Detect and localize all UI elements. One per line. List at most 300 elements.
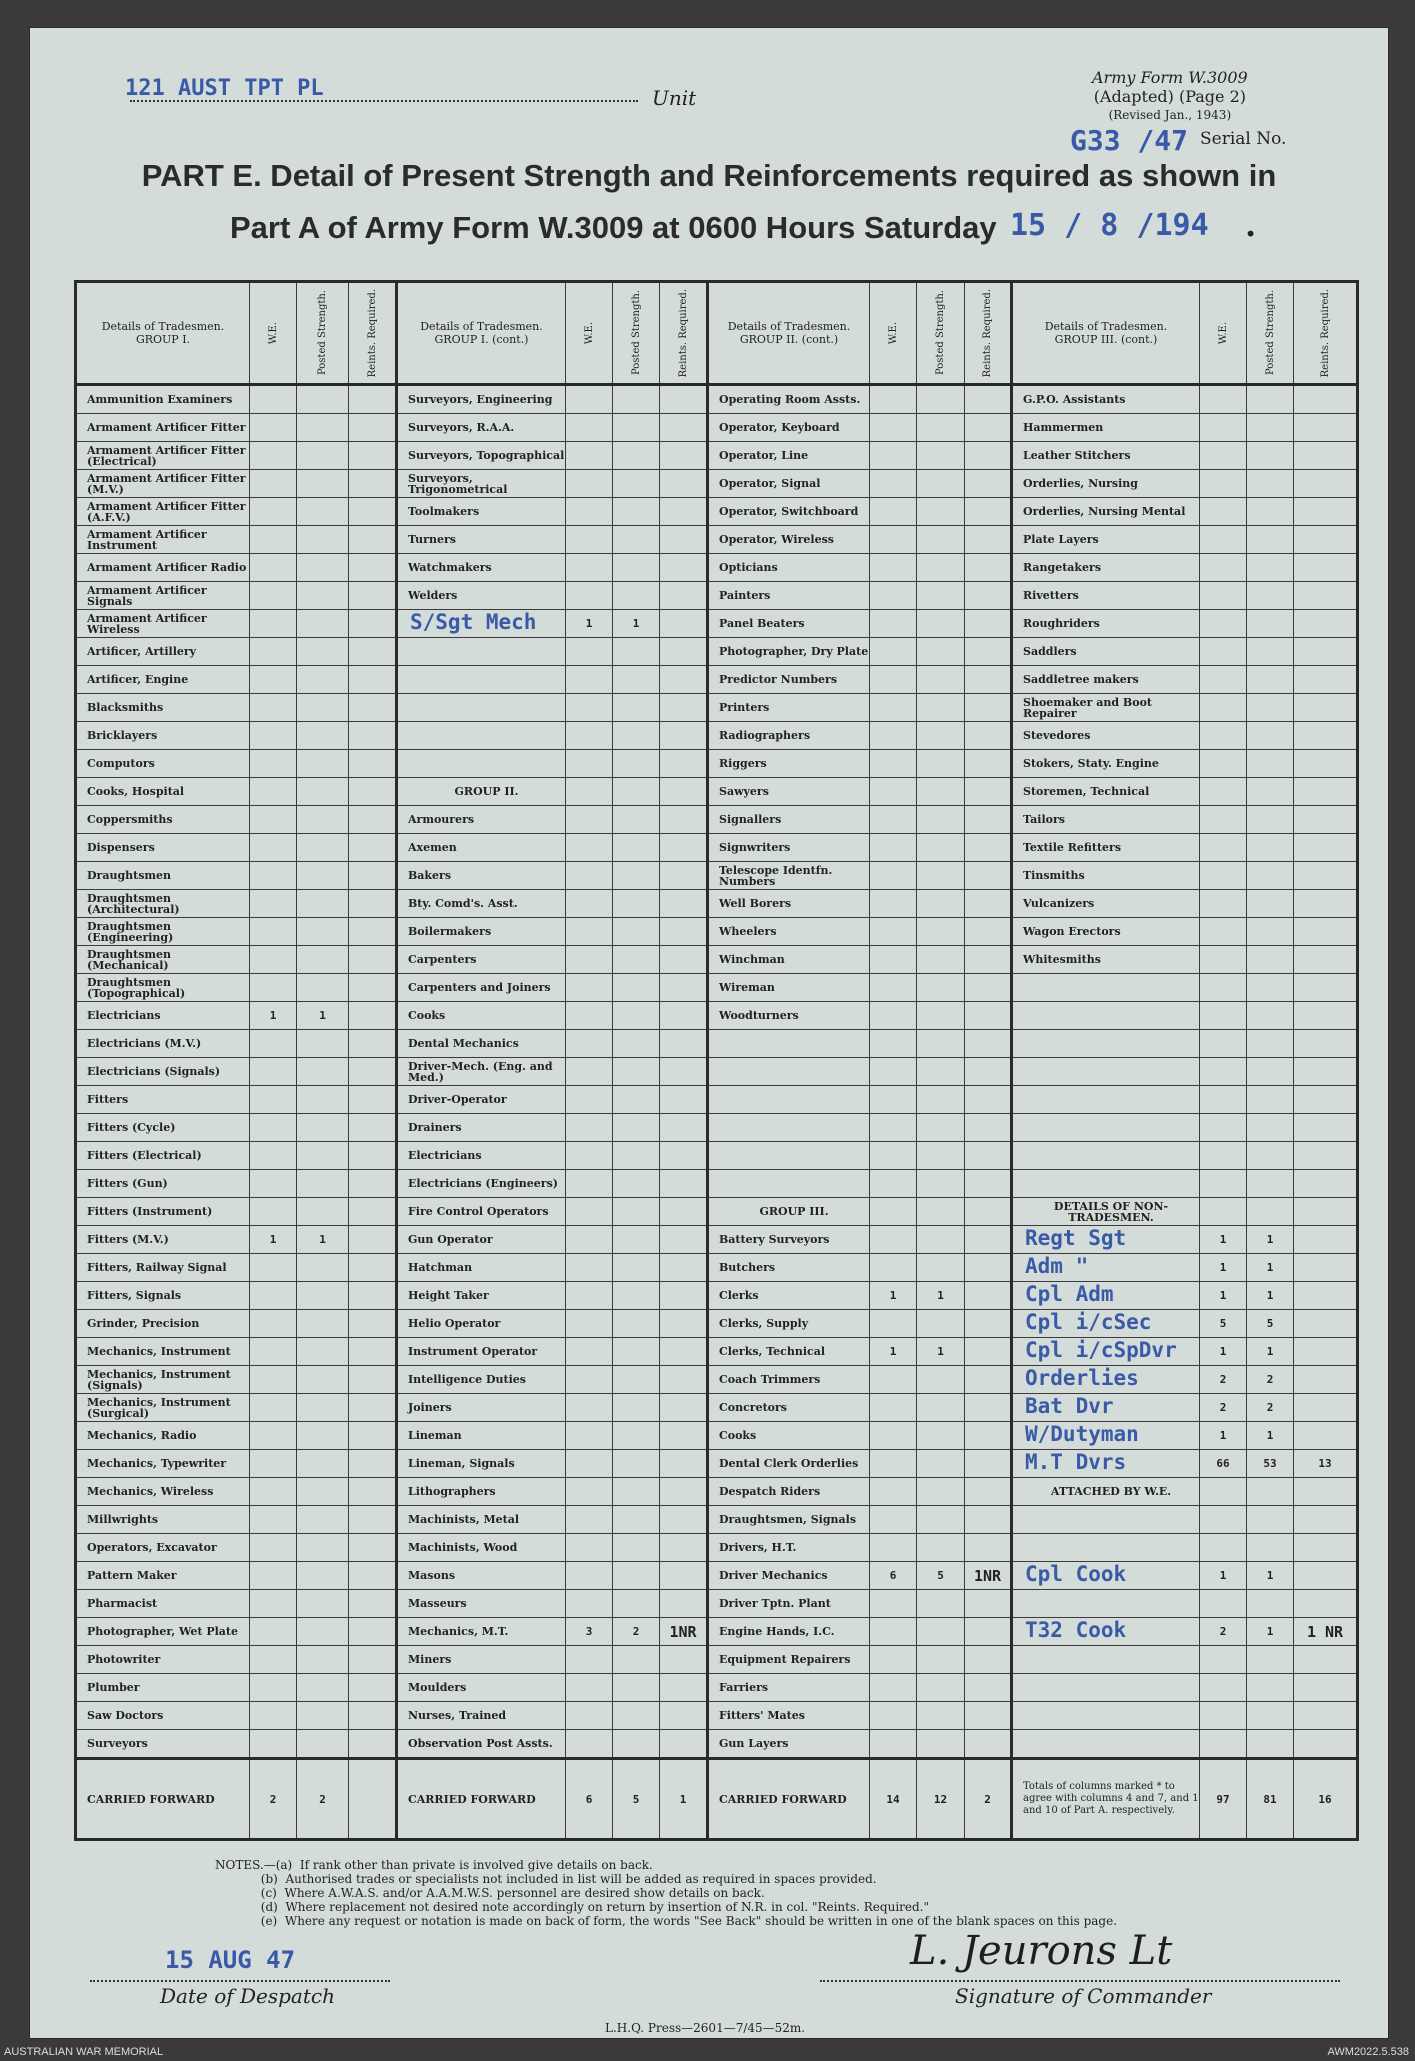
- reints-cell: [965, 470, 1012, 498]
- trade-name-cell: [708, 1450, 870, 1478]
- table-row: [76, 1086, 1358, 1114]
- we-label: W.E.: [583, 321, 595, 345]
- trade-name-cell: [76, 862, 250, 890]
- trade-name-cell: [708, 750, 870, 778]
- we-cell: [250, 1394, 297, 1422]
- table-row: [76, 1702, 1358, 1730]
- we-cell: [250, 694, 297, 722]
- trade-name-cell: [397, 862, 566, 890]
- trade-name-cell: [708, 834, 870, 862]
- trade-name: Plate Layers: [1023, 533, 1099, 546]
- we-cell: [250, 834, 297, 862]
- trade-name: GROUP II.: [454, 785, 519, 798]
- reints-cell: [660, 610, 708, 638]
- table-row: [76, 1142, 1358, 1170]
- posted-cell: [613, 1310, 660, 1338]
- trade-name: Well Borers: [719, 897, 792, 910]
- reints-cell: [965, 1030, 1012, 1058]
- table-row: [76, 470, 1358, 498]
- trade-name: Carpenters: [408, 953, 477, 966]
- form-identifier: [1092, 68, 1248, 125]
- posted-cell: [297, 1590, 349, 1618]
- posted-cell: [613, 890, 660, 918]
- posted-cell: [297, 862, 349, 890]
- trade-name-cell: [1012, 1114, 1200, 1142]
- trade-name-cell: [708, 1170, 870, 1198]
- trade-name: Nurses, Trained: [408, 1709, 507, 1722]
- posted-cell: [1247, 750, 1294, 778]
- posted-cell: [613, 1058, 660, 1086]
- we-cell: [250, 1506, 297, 1534]
- trade-name: Shoemaker and Boot Repairer: [1023, 695, 1152, 720]
- we-cell: 1: [1200, 1338, 1247, 1366]
- posted-cell: [1247, 554, 1294, 582]
- trade-name-cell: [397, 610, 566, 638]
- trade-name: Helio Operator: [408, 1317, 501, 1330]
- we-cell: [870, 1114, 917, 1142]
- table-row: [76, 778, 1358, 806]
- we-cell: [870, 1506, 917, 1534]
- posted-cell: [297, 442, 349, 470]
- trade-name-cell: [708, 946, 870, 974]
- posted-cell: [297, 1730, 349, 1759]
- posted-cell: [917, 974, 965, 1002]
- reints-cell: [1294, 414, 1358, 442]
- reints-cell: [660, 974, 708, 1002]
- trade-name: Signallers: [719, 813, 782, 826]
- reints-cell: [349, 890, 397, 918]
- we-cell: [566, 1730, 613, 1759]
- reints-cell: [1294, 806, 1358, 834]
- posted-cell: [297, 526, 349, 554]
- posted-cell: [917, 1618, 965, 1646]
- posted-cell: 2: [1247, 1366, 1294, 1394]
- we-cell: [566, 1450, 613, 1478]
- trade-name: Riggers: [719, 757, 767, 770]
- reints-cell: [1294, 498, 1358, 526]
- posted-cell: [917, 862, 965, 890]
- trade-name-cell: [76, 918, 250, 946]
- reints-cell: [965, 918, 1012, 946]
- we-cell: [870, 834, 917, 862]
- posted-cell: [297, 1394, 349, 1422]
- we-cell: [566, 974, 613, 1002]
- trade-name-cell: [397, 470, 566, 498]
- we-cell: [250, 666, 297, 694]
- reints-cell: [1294, 918, 1358, 946]
- reints-cell: [965, 1618, 1012, 1646]
- trade-name-cell: [397, 1086, 566, 1114]
- reints-cell: [965, 1478, 1012, 1506]
- trade-name: M.T Dvrs: [1025, 1449, 1127, 1474]
- trade-name: Saddletree makers: [1023, 673, 1139, 686]
- trade-name: Photowriter: [87, 1653, 161, 1666]
- posted-cell: [613, 666, 660, 694]
- we-cell: [1200, 778, 1247, 806]
- group2c-header: [708, 282, 870, 385]
- reints-cell: [349, 1002, 397, 1030]
- posted-cell: [613, 1562, 660, 1590]
- reints-cell: [965, 1170, 1012, 1198]
- posted-cell: [917, 385, 965, 414]
- reints-cell: [965, 1114, 1012, 1142]
- trade-name-cell: [708, 1226, 870, 1254]
- trade-name: Rangetakers: [1023, 561, 1102, 574]
- posted-cell: [297, 1338, 349, 1366]
- posted-cell: [917, 1674, 965, 1702]
- posted-cell: [297, 974, 349, 1002]
- we-header: [566, 282, 613, 385]
- reints-cell: [660, 1086, 708, 1114]
- trade-name-cell: [397, 1338, 566, 1366]
- total-reints: 2: [965, 1759, 1012, 1840]
- trade-name-cell: [76, 1534, 250, 1562]
- we-cell: 2: [1200, 1618, 1247, 1646]
- reints-cell: [349, 582, 397, 610]
- reints-cell: [660, 1002, 708, 1030]
- posted-cell: [917, 526, 965, 554]
- posted-cell: [613, 1226, 660, 1254]
- posted-cell: [1247, 1170, 1294, 1198]
- trade-name-cell: [76, 834, 250, 862]
- note-line: (e) Where any request or notation is made on back of form, the words "See Back" should be written in one of the blank spaces on this page.: [215, 1914, 1118, 1928]
- we-cell: [566, 1562, 613, 1590]
- trade-name: Welders: [408, 589, 458, 602]
- trade-name-cell: [397, 385, 566, 414]
- we-cell: [566, 1142, 613, 1170]
- trade-name: Pharmacist: [87, 1597, 158, 1610]
- trade-name: Surveyors, Engineering: [408, 393, 553, 406]
- trade-name-cell: [708, 470, 870, 498]
- table-row: [76, 582, 1358, 610]
- reints-cell: [349, 1422, 397, 1450]
- reints-cell: [660, 442, 708, 470]
- trade-name-cell: [708, 1086, 870, 1114]
- posted-cell: [917, 946, 965, 974]
- trade-name: Draughtsmen (Architectural): [87, 891, 180, 916]
- reints-cell: [965, 722, 1012, 750]
- reints-cell: [660, 918, 708, 946]
- reints-cell: [660, 722, 708, 750]
- trade-name-cell: [708, 1562, 870, 1590]
- reints-cell: [349, 442, 397, 470]
- table-row: [76, 1282, 1358, 1310]
- reints-cell: [660, 582, 708, 610]
- trade-name: Fire Control Operators: [408, 1205, 549, 1218]
- trade-name-cell: [397, 1002, 566, 1030]
- posted-cell: [613, 638, 660, 666]
- reints-cell: 13: [1294, 1450, 1358, 1478]
- we-cell: [870, 918, 917, 946]
- reints-cell: [965, 1002, 1012, 1030]
- trade-name-cell: [76, 1142, 250, 1170]
- posted-cell: [297, 666, 349, 694]
- form-page: [30, 28, 1388, 2038]
- posted-cell: [1247, 1142, 1294, 1170]
- trade-name-cell: [1012, 554, 1200, 582]
- trade-name: Operator, Signal: [719, 477, 821, 490]
- reints-cell: [1294, 1478, 1358, 1506]
- reints-cell: [660, 1478, 708, 1506]
- posted-cell: [917, 778, 965, 806]
- trade-name-cell: [708, 1730, 870, 1759]
- trade-name-cell: [76, 778, 250, 806]
- note-line: (b) Authorised trades or specialists not included in list will be added as required in spaces provided.: [215, 1872, 877, 1886]
- we-cell: [250, 554, 297, 582]
- reints-cell: [965, 1646, 1012, 1674]
- we-cell: [1200, 1058, 1247, 1086]
- reints-cell: [349, 946, 397, 974]
- posted-cell: [917, 890, 965, 918]
- reints-cell: [965, 946, 1012, 974]
- table-row: [76, 1422, 1358, 1450]
- carried-forward-label: CARRIED FORWARD: [708, 1759, 870, 1840]
- trade-name: Bricklayers: [87, 729, 158, 742]
- trade-name: Sawyers: [719, 785, 769, 798]
- despatch-line: [90, 1980, 390, 1982]
- we-cell: [566, 1310, 613, 1338]
- we-cell: [250, 1142, 297, 1170]
- trade-name-cell: [76, 750, 250, 778]
- reints-cell: [349, 694, 397, 722]
- trade-name-cell: [76, 1366, 250, 1394]
- table-row: [76, 1478, 1358, 1506]
- trade-name: Blacksmiths: [87, 701, 164, 714]
- form-line3: (Revised Jan., 1943): [1108, 108, 1232, 122]
- table-row: [76, 1506, 1358, 1534]
- group1c-title: Details of Tradesmen.: [420, 320, 543, 333]
- posted-cell: [297, 1282, 349, 1310]
- trade-name: Surveyors, Topographical: [408, 449, 565, 462]
- we-label: W.E.: [267, 321, 279, 345]
- trade-name-cell: [397, 1618, 566, 1646]
- trade-name: Concretors: [719, 1401, 787, 1414]
- trade-name: Battery Surveyors: [719, 1233, 830, 1246]
- trade-name-cell: [76, 442, 250, 470]
- table-row: [76, 890, 1358, 918]
- trade-name-cell: [76, 1422, 250, 1450]
- reints-cell: [965, 1198, 1012, 1226]
- title-dot: .: [1245, 206, 1257, 244]
- posted-cell: [917, 1310, 965, 1338]
- total-posted: 2: [297, 1759, 349, 1840]
- form-line1: Army Form W.3009: [1092, 68, 1248, 87]
- trade-name-cell: [708, 890, 870, 918]
- trade-name: Bty. Comd's. Asst.: [408, 897, 518, 910]
- trade-name: DETAILS OF NON-TRADESMEN.: [1053, 1199, 1169, 1224]
- trade-name-cell: [1012, 778, 1200, 806]
- reints-cell: [1294, 722, 1358, 750]
- we-cell: [870, 974, 917, 1002]
- total-we: 6: [566, 1759, 613, 1840]
- reints-cell: [965, 638, 1012, 666]
- reints-cell: [1294, 974, 1358, 1002]
- reints-cell: [965, 778, 1012, 806]
- reints-cell: [965, 694, 1012, 722]
- we-cell: [250, 638, 297, 666]
- trade-name: Surveyors: [87, 1737, 148, 1750]
- we-cell: [870, 1170, 917, 1198]
- we-cell: [870, 610, 917, 638]
- trade-name-cell: [1012, 1058, 1200, 1086]
- we-cell: [1200, 1114, 1247, 1142]
- we-cell: [1200, 862, 1247, 890]
- we-cell: [250, 1534, 297, 1562]
- posted-cell: [613, 1030, 660, 1058]
- we-cell: [566, 778, 613, 806]
- reints-cell: [965, 1058, 1012, 1086]
- posted-cell: [917, 554, 965, 582]
- trade-name-cell: [76, 638, 250, 666]
- reints-header: [1294, 282, 1358, 385]
- reints-cell: [349, 414, 397, 442]
- we-cell: [566, 1394, 613, 1422]
- we-cell: [566, 1590, 613, 1618]
- trade-name: Armament Artificer Fitter: [87, 421, 246, 434]
- trade-name-cell: [397, 666, 566, 694]
- reints-cell: [349, 1198, 397, 1226]
- trade-name-cell: [708, 778, 870, 806]
- trade-name-cell: [397, 1226, 566, 1254]
- posted-cell: [613, 1422, 660, 1450]
- we-cell: [250, 1422, 297, 1450]
- we-cell: [1200, 694, 1247, 722]
- trade-name-cell: [708, 414, 870, 442]
- trade-name-cell: [76, 1646, 250, 1674]
- reints-cell: [660, 1422, 708, 1450]
- we-cell: [566, 1114, 613, 1142]
- trade-name: Coppersmiths: [87, 813, 173, 826]
- we-cell: [1200, 974, 1247, 1002]
- we-cell: [870, 694, 917, 722]
- reints-cell: [349, 385, 397, 414]
- trade-name-cell: [397, 1646, 566, 1674]
- trade-name: Driver-Mech. (Eng. and Med.): [408, 1059, 553, 1084]
- trade-name: Machinists, Metal: [408, 1513, 520, 1526]
- trade-name-cell: [1012, 1730, 1200, 1759]
- posted-cell: 5: [917, 1562, 965, 1590]
- reints-cell: [1294, 582, 1358, 610]
- trade-name: Photographer, Wet Plate: [87, 1625, 239, 1638]
- group3c-title: Details of Tradesmen.: [1044, 320, 1168, 333]
- reints-cell: [660, 806, 708, 834]
- trade-name-cell: [708, 1394, 870, 1422]
- trade-name-cell: [76, 610, 250, 638]
- posted-cell: [613, 974, 660, 1002]
- group3c-sub: GROUP III. (cont.): [1054, 333, 1158, 346]
- reints-cell: [660, 890, 708, 918]
- trade-name: Armament Artificer Signals: [87, 583, 207, 608]
- we-cell: [250, 778, 297, 806]
- posted-cell: [917, 722, 965, 750]
- trade-name: Draughtsmen, Signals: [719, 1513, 857, 1526]
- we-cell: 2: [1200, 1394, 1247, 1422]
- we-cell: [250, 1478, 297, 1506]
- reints-cell: [349, 498, 397, 526]
- we-cell: [870, 1310, 917, 1338]
- we-cell: [870, 806, 917, 834]
- posted-cell: [1247, 1002, 1294, 1030]
- table-row: [76, 750, 1358, 778]
- reints-cell: [660, 526, 708, 554]
- trade-name: Armourers: [408, 813, 475, 826]
- we-cell: [566, 694, 613, 722]
- trade-name-cell: [76, 1618, 250, 1646]
- we-cell: [1200, 526, 1247, 554]
- total-posted: 81: [1247, 1759, 1294, 1840]
- trade-name-cell: [1012, 498, 1200, 526]
- posted-cell: [297, 638, 349, 666]
- posted-cell: [297, 1506, 349, 1534]
- we-cell: [870, 750, 917, 778]
- we-cell: 1: [870, 1282, 917, 1310]
- trade-name-cell: [397, 498, 566, 526]
- trade-name: Electricians: [87, 1009, 161, 1022]
- reints-cell: [1294, 385, 1358, 414]
- reints-cell: [1294, 1506, 1358, 1534]
- trade-name: Cooks, Hospital: [87, 785, 185, 798]
- trade-name-cell: [1012, 834, 1200, 862]
- table-row: [76, 1394, 1358, 1422]
- reints-cell: [1294, 638, 1358, 666]
- we-cell: [870, 554, 917, 582]
- reints-cell: [660, 1254, 708, 1282]
- trade-name-cell: [397, 526, 566, 554]
- we-cell: [870, 666, 917, 694]
- posted-cell: [1247, 1702, 1294, 1730]
- trade-name: Operator, Line: [719, 449, 809, 462]
- we-cell: [566, 1506, 613, 1534]
- posted-cell: [917, 1534, 965, 1562]
- posted-cell: [613, 946, 660, 974]
- table-row: [76, 610, 1358, 638]
- posted-cell: [1247, 442, 1294, 470]
- posted-cell: [917, 414, 965, 442]
- posted-cell: 1: [1247, 1338, 1294, 1366]
- reints-cell: [349, 470, 397, 498]
- title-date: 15 / 8 /194: [1010, 208, 1209, 243]
- reints-cell: [349, 1646, 397, 1674]
- posted-cell: [297, 1310, 349, 1338]
- trade-name: Tailors: [1023, 813, 1065, 826]
- table-row: [76, 1534, 1358, 1562]
- we-cell: [870, 1142, 917, 1170]
- we-cell: [1200, 946, 1247, 974]
- reints-cell: [660, 666, 708, 694]
- posted-cell: [297, 1618, 349, 1646]
- we-cell: [870, 778, 917, 806]
- reints-cell: [1294, 1366, 1358, 1394]
- trade-name-cell: [397, 1450, 566, 1478]
- trade-name-cell: [76, 1394, 250, 1422]
- trade-name: Telescope Identfn. Numbers: [719, 863, 833, 888]
- notes: [215, 1858, 1117, 1928]
- we-cell: [870, 1366, 917, 1394]
- trade-name: Equipment Repairers: [719, 1653, 851, 1666]
- table-row: [76, 385, 1358, 414]
- reints-cell: [349, 1114, 397, 1142]
- trade-name: Clerks: [719, 1289, 759, 1302]
- reints-cell: [660, 750, 708, 778]
- trade-name: Surveyors, R.A.A.: [408, 421, 515, 434]
- trade-name: Ammunition Examiners: [87, 393, 233, 406]
- trade-name: Painters: [719, 589, 771, 602]
- trade-name-cell: [76, 526, 250, 554]
- posted-cell: [613, 1086, 660, 1114]
- we-cell: [250, 1646, 297, 1674]
- we-cell: [566, 946, 613, 974]
- reints-cell: [349, 1170, 397, 1198]
